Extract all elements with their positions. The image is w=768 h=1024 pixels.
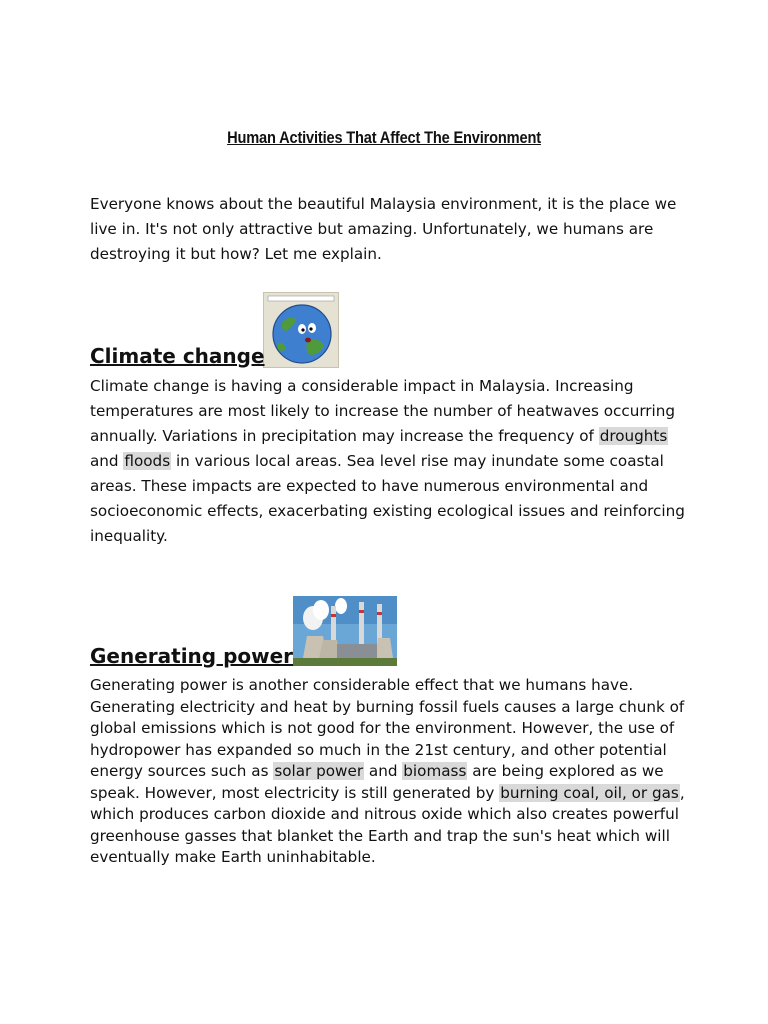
section-heading-climate-change: Climate change [90,344,265,368]
highlight-droughts: droughts [599,427,668,445]
section-heading-generating-power: Generating power [90,644,294,668]
highlight-solar-power: solar power [274,762,364,780]
generating-power-paragraph: Generating power is another considerable effect that we humans have. Generating electricity and heat by burning fossil fuels causes a large chunk of global emissions which is not good for the environment. However, the use of hydropower has expanded so much in the 21st century, and other potential energy sources such as solar power and biomass are being explored as we speak. However, most electricity is still generated by burning coal, oil, or gas, which produces carbon dioxide and nitrous oxide which also creates powerful greenhouse gasses that blanket the Earth and trap the sun's heat which will eventually make Earth uninhabitable. [90,676,685,866]
highlight-biomass: biomass [403,762,467,780]
document-title: Human Activities That Affect The Environment [227,128,541,147]
power-plant-photo [293,596,397,666]
highlight-burning-fossil: burning coal, oil, or gas [500,783,679,802]
climate-change-paragraph: Climate change is having a considerable impact in Malaysia. Increasing temperatures are most likely to increase the number of heatwaves occurring annually. Variations in precipitation may increase the frequency of droughts and floods in various local areas. Sea level rise may inundate some coastal areas. These impacts are expected to have numerous environmental and socioeconomic effects, exacerbating existing ecological issues and reinforcing inequality. [90,377,685,545]
intro-paragraph: Everyone knows about the beautiful Malaysia environment, it is the place we live in. It's not only attractive but amazing. Unfortunately, we humans are destroying it but how? Let me explain. [90,195,677,263]
earth-globe-illustration [263,292,339,368]
highlight-floods: floods [124,452,171,470]
